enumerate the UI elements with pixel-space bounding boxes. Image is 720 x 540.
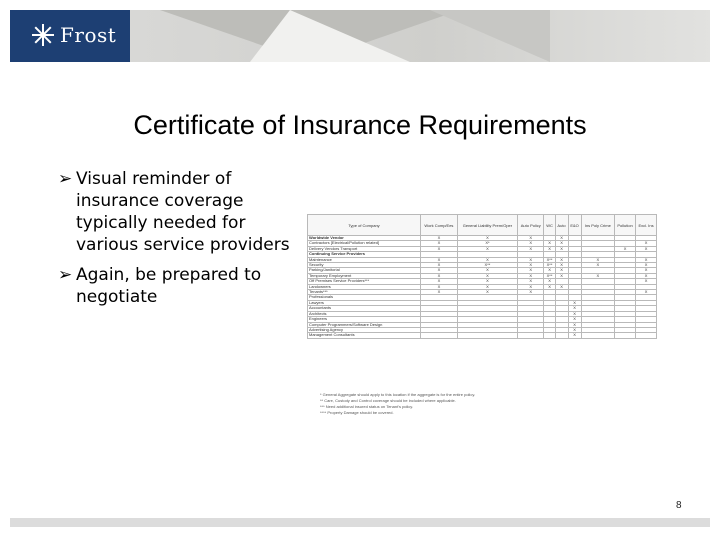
table-cell xyxy=(615,333,636,338)
table-cell: X xyxy=(544,268,555,273)
bullet-list xyxy=(58,168,298,316)
table-header-row xyxy=(308,215,657,236)
row-label-cell: Worldwide Vendor xyxy=(308,236,421,241)
table-cell: X xyxy=(636,263,657,268)
table-cell: X xyxy=(518,263,544,268)
table-cell: X xyxy=(581,273,614,278)
table-cell: X xyxy=(457,290,517,295)
table-cell: X xyxy=(544,284,555,289)
table-cell: X xyxy=(555,268,568,273)
table-cell: X xyxy=(518,279,544,284)
table-cell: X xyxy=(568,306,581,311)
table-cell: X xyxy=(518,236,544,241)
banner-graphic xyxy=(430,10,550,62)
column-header: Type of Company xyxy=(308,215,421,236)
column-header: Ins Poly Crime xyxy=(581,215,614,236)
table-cell: X xyxy=(518,246,544,251)
table-cell: X xyxy=(421,273,458,278)
table-cell: X xyxy=(636,268,657,273)
row-label-cell: Contractors [Electrical/Pollution related] xyxy=(308,241,421,246)
table-cell: X xyxy=(518,257,544,262)
table-cell: X xyxy=(518,273,544,278)
table-cell: X xyxy=(457,257,517,262)
table-cell xyxy=(581,333,614,338)
page-number: 8 xyxy=(676,500,682,511)
table-cell: X xyxy=(568,300,581,305)
row-label-cell: Maintenance xyxy=(308,257,421,262)
table-cell: X xyxy=(421,284,458,289)
table-cell: X xyxy=(581,263,614,268)
row-label-cell: Continuing Service Providers xyxy=(308,252,421,257)
table-cell: X xyxy=(636,279,657,284)
table-cell: X xyxy=(421,236,458,241)
table-cell: X xyxy=(457,279,517,284)
table-cell xyxy=(518,333,544,338)
frost-star-icon xyxy=(32,24,54,46)
column-header: Pollution xyxy=(615,215,636,236)
table-cell: X xyxy=(457,284,517,289)
table-cell: X xyxy=(568,317,581,322)
row-label-cell: Management Consultants xyxy=(308,333,421,338)
row-label-cell: Tenants*** xyxy=(308,290,421,295)
bullet-item xyxy=(58,264,298,308)
bullet-item xyxy=(58,168,298,256)
table-cell: X** xyxy=(457,263,517,268)
logo-text: Frost xyxy=(60,23,117,47)
row-label-cell: Temporary Employment xyxy=(308,273,421,278)
table-cell: X xyxy=(555,284,568,289)
table-cell: X xyxy=(636,246,657,251)
table-cell: X xyxy=(518,241,544,246)
table-cell: X xyxy=(421,246,458,251)
column-header: Work Comp/Ees xyxy=(421,215,458,236)
column-header: E&O xyxy=(568,215,581,236)
table-cell: X xyxy=(457,236,517,241)
table-cell: X** xyxy=(544,273,555,278)
row-label-cell: Lawyers xyxy=(308,300,421,305)
row-label-cell: Landowners xyxy=(308,284,421,289)
column-header: Auto Policy xyxy=(518,215,544,236)
row-label-cell: Security xyxy=(308,263,421,268)
table-cell: X xyxy=(568,333,581,338)
row-label-cell: Advertising Agency xyxy=(308,327,421,332)
table-cell: X xyxy=(421,241,458,246)
table-cell: X xyxy=(457,273,517,278)
header-banner xyxy=(10,10,710,62)
row-label-cell: Parking/Janitorial xyxy=(308,268,421,273)
table-cell: X xyxy=(421,279,458,284)
table-footnotes xyxy=(320,392,620,416)
column-header: WC xyxy=(544,215,555,236)
table-cell: X xyxy=(555,263,568,268)
footnote: ** Care, Custody and Control coverage should be included where applicable. xyxy=(320,398,456,403)
footnote: * General Aggregate should apply to this location if the aggregate is for the entire policy. xyxy=(320,392,476,397)
table-cell: X* xyxy=(457,241,517,246)
table-cell: X xyxy=(636,273,657,278)
table-cell: X xyxy=(636,290,657,295)
table-cell: X xyxy=(636,241,657,246)
row-label-cell: Accountants xyxy=(308,306,421,311)
table-cell xyxy=(457,333,517,338)
insurance-requirements-table xyxy=(307,214,657,339)
bullet-text: Again, be prepared to negotiate xyxy=(76,265,262,307)
table-cell: X xyxy=(555,257,568,262)
column-header: Auto xyxy=(555,215,568,236)
table-cell: X xyxy=(615,246,636,251)
table-cell: X xyxy=(555,236,568,241)
table-cell: X xyxy=(518,290,544,295)
column-header: General Liability Prem/Oper xyxy=(457,215,517,236)
row-label-cell: Architects xyxy=(308,311,421,316)
table-cell: X xyxy=(568,327,581,332)
arrow-bullet-icon: ➢ xyxy=(58,169,73,189)
slide-title: Certificate of Insurance Requirements xyxy=(133,110,587,140)
footnote: *** Need additional insured status on Tenant's policy. xyxy=(320,404,414,409)
arrow-bullet-icon: ➢ xyxy=(58,265,73,285)
table-cell: X xyxy=(518,268,544,273)
table-cell: X xyxy=(457,246,517,251)
footnote: **** Property Damage should be covered. xyxy=(320,410,394,415)
frost-logo xyxy=(32,23,116,47)
table-cell: X xyxy=(518,284,544,289)
row-label-cell: Engineers xyxy=(308,317,421,322)
table-cell: X xyxy=(555,241,568,246)
row-label-cell: Delivery Vendors Transport xyxy=(308,246,421,251)
table-cell: X xyxy=(544,246,555,251)
table-cell: X xyxy=(568,322,581,327)
table-cell: X** xyxy=(544,263,555,268)
column-header: Excl. Ins xyxy=(636,215,657,236)
table-cell: X xyxy=(636,257,657,262)
table-cell: X xyxy=(581,257,614,262)
footer-bar xyxy=(10,518,710,527)
table-cell: X xyxy=(421,268,458,273)
table-row xyxy=(308,333,657,338)
bullet-text: Visual reminder of insurance coverage typically needed for various service providers xyxy=(76,169,290,255)
table-cell: X xyxy=(544,241,555,246)
row-label-cell: Off Premises Service Providers*** xyxy=(308,279,421,284)
table-cell: X xyxy=(568,311,581,316)
table-cell xyxy=(544,333,555,338)
banner-graphic xyxy=(250,10,410,62)
table-cell: X xyxy=(421,290,458,295)
table-cell: X xyxy=(421,263,458,268)
table-cell xyxy=(421,333,458,338)
table-cell: X xyxy=(555,273,568,278)
table-cell xyxy=(636,333,657,338)
row-label-cell: Computer Programmers/Software Design xyxy=(308,322,421,327)
table-cell: X xyxy=(555,246,568,251)
table-cell: X xyxy=(544,279,555,284)
table-cell: X** xyxy=(544,257,555,262)
table-cell: X xyxy=(457,268,517,273)
row-label-cell: Professionals xyxy=(308,295,421,300)
table-cell: X xyxy=(421,257,458,262)
table-cell xyxy=(555,333,568,338)
